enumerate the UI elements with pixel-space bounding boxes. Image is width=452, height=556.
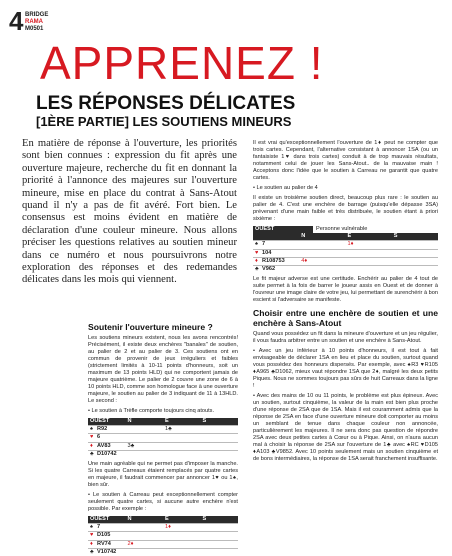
right-column [253, 140, 438, 466]
table-header-cell: E [165, 418, 169, 424]
table-header-cell: S [202, 516, 207, 523]
right-paragraph-5: • Avec un jeu inférieur à 10 points d'honneurs, il est tout à fait envisageable de déclarer 1SA en lieu et place du soutien, surtout quand vous possédez des honneurs dispersés. Par exemple, avec ♠R3 ♥R105 ♦A965 ♣D1062, mieux vaut répondre 1SA que 2♦, malgré les deux petits Piques. Nous ne sommes toujours pas sûrs de huit Carreaux dans la ligne ! [253, 348, 438, 390]
bid-n: 3♣ [127, 442, 135, 449]
table-header [253, 233, 438, 240]
bid-e [163, 443, 201, 450]
table-header-cell: OUEST [255, 226, 275, 232]
bid-e [346, 250, 392, 257]
hand-cards: RV74 [97, 540, 111, 547]
page-title: APPRENEZ ! [40, 37, 324, 89]
diamond-icon: ♦ [90, 540, 93, 547]
bid-n [299, 250, 345, 257]
table-header-cell: OUEST [90, 516, 110, 523]
bid-e: 1♦ [347, 241, 354, 248]
page-number: 4 [9, 6, 24, 36]
left-heading: Soutenir l'ouverture mineure ? [88, 322, 213, 332]
bid-s [392, 266, 438, 273]
bid-s [392, 258, 438, 265]
hand-cards: 6 [97, 434, 101, 441]
hand-cards: 7 [262, 241, 266, 248]
bid-s [201, 434, 239, 441]
bid-n: 4♦ [301, 257, 308, 264]
diamond-icon: ♦ [90, 442, 93, 449]
bid-e [163, 532, 201, 539]
bid-n [126, 549, 164, 556]
heart-icon: ♥ [255, 249, 259, 256]
heart-icon: ♥ [90, 532, 94, 539]
deal-table-3 [253, 226, 438, 273]
club-icon: ♣ [255, 266, 259, 273]
magazine-logo-line1: BRIDGE [25, 12, 49, 18]
bid-s [201, 541, 239, 548]
bid-n: 2♦ [127, 540, 134, 547]
deal-table-1 [88, 418, 238, 458]
spade-icon: ♠ [255, 241, 258, 248]
table-row [253, 265, 438, 273]
bid-s [392, 241, 438, 248]
table-header-cell: N [301, 233, 306, 240]
right-paragraph-6: • Avec des mains de 10 ou 11 points, le problème est plus épineux. Avec un soutien, surtout cinquième, la valeur de la main est bien plus proche d'une réponse de 2SA que de 1SA. Mais il est couramment admis que la réponse de 2SA en face d'une ouverture mineure doit comporter au moins un semblant de tenue dans chaque couleur non annoncée, particulièrement les majeures. Il ne sera donc pas question de répondre 2SA avec deux petites cartes à Cœur ou à Pique. Ainsi, on n'aura aucun mal à choisir la réponse de 2SA sur l'ouverture de 1♣ avec ♠RC ♥D105 ♦A103 ♣V9852. Avec 10 points seulement mais un soutien cinquième et de bons intermédiaires, la réponse de 1SA serait franchement insuffisante. [253, 393, 438, 463]
magazine-logo [25, 12, 48, 33]
bid-e: 1♣ [165, 426, 172, 433]
spade-icon: ♠ [90, 426, 93, 433]
table-row [88, 433, 238, 441]
bid-n [299, 266, 345, 273]
left-paragraph-2: Une main agréable qui ne permet pas d'imposer la manche. Si les quatre Carreaux étaient remplacés par quatre cartes en majeure, il faudrait commencer par annoncer 1♥ ou 1♠, bien sûr. [88, 461, 238, 489]
article-title: LES RÉPONSES DÉLICATES [36, 93, 296, 114]
table-header [253, 226, 313, 233]
bid-s [201, 426, 239, 433]
right-paragraph-4: Quand vous possédez un fit dans la mineure d'ouverture et un jeu régulier, il vous faudra arbitrer entre un soutien et une enchère à Sans-Atout. [253, 331, 438, 345]
table-row [253, 249, 438, 257]
hand-cards: 7 [97, 524, 101, 531]
bid-e [163, 434, 201, 441]
left-paragraph-1: Les soutiens mineurs existent, nous les avons rencontrés! Précisément, il existe deux enchères "banales" de soutien, au palier de 2 et au palier de 3. Ces soutiens ont en commun de provenir de jeux irréguliers et faibles (strictement limités à 10-11 points d'honneurs, soit un maximum de 13 points HLD) qui ne comportent jamais de majeure quatrième. Le palier de 2 couvre une zone de 6 à 10 points HLD, comme son homologue face à une ouverture majeure, le soutien au palier de 3 indiquant de 11 à 13HLD. Le second : [88, 335, 238, 404]
table-header-cell: OUEST [90, 418, 110, 424]
heart-icon: ♥ [90, 434, 94, 441]
table-row [253, 257, 438, 265]
magazine-logo-line2: RAMA [25, 19, 43, 25]
right-paragraph-1: Il est vrai qu'exceptionnellement l'ouverture de 1♦ peut ne compter que trois cartes. Cependant, l'alternative consistant à annoncer 1SA (ou un fantaisiste 1♥ dans trois cartes) conduit à de trop mauvais résultats, notamment celui de jouer les Sans-Atout.. de la mauvaise main ! Acceptons donc l'idée que le soutien à Carreau ne garantit que quatre cartes. [253, 140, 438, 181]
hand-cards: V10742 [97, 548, 117, 555]
table-header-cell: E [165, 516, 169, 523]
hand-cards: V962 [262, 266, 276, 273]
bid-s [201, 524, 239, 531]
spade-icon: ♠ [90, 524, 93, 531]
club-icon: ♣ [90, 450, 94, 457]
table-header-cell: S [393, 233, 398, 240]
hand-cards: AV83 [97, 442, 111, 449]
bid-n [126, 532, 164, 539]
left-bullet-2: • Le soutien à Carreau peut exceptionnellement compter seulement quatre cartes, si aucune autre enchère n'est possible. Par exemple : [88, 492, 238, 513]
hand-cards: 104 [262, 249, 272, 256]
hand-cards: R92 [97, 426, 108, 433]
table-row [88, 540, 238, 548]
bid-s [392, 250, 438, 257]
table-row [88, 450, 238, 458]
bid-s [201, 451, 239, 458]
bid-e [346, 258, 392, 265]
left-column [88, 322, 238, 556]
bid-n [126, 434, 164, 441]
magazine-issue: M0501 [25, 26, 44, 32]
bid-s [201, 443, 239, 450]
table-row [88, 442, 238, 450]
table-row [88, 523, 238, 531]
bid-s [201, 549, 239, 556]
bid-n [299, 241, 345, 248]
right-paragraph-3: Le fit majeur adverse est une certitude. Enchérir au palier de 4 tout de suite permet à la fois de barrer le joueur assis en Ouest et de donner à l'ouvreur une image claire de votre jeu, lui permettant de surenchérir à bon escient si l'adversaire se manifeste. [253, 276, 438, 304]
bid-n [126, 426, 164, 433]
table-row [88, 531, 238, 539]
article-subtitle: [1ÈRE PARTIE] LES SOUTIENS MINEURS [36, 114, 292, 129]
table-header [88, 418, 238, 425]
hand-cards: D105 [97, 532, 111, 539]
club-icon: ♣ [90, 548, 94, 555]
table-row [88, 548, 238, 556]
table-header [88, 516, 238, 523]
diamond-icon: ♦ [255, 257, 258, 264]
table-header-cell: S [202, 418, 207, 424]
bid-e: 1♦ [165, 524, 171, 531]
left-bullet-1: • Le soutien à Trèfle comporte toujours cinq atouts. [88, 408, 215, 414]
hand-cards: D10742 [97, 450, 117, 457]
vulnerability-note: Personne vulnérable [316, 226, 368, 232]
right-bullet-1: • Le soutien au palier de 4 [253, 185, 318, 191]
bid-e [346, 266, 392, 273]
bid-n [126, 524, 164, 531]
bid-e [163, 549, 201, 556]
deal-table-2 [88, 516, 238, 556]
bid-s [201, 532, 239, 539]
bid-e [163, 451, 201, 458]
hand-cards: R108753 [262, 257, 285, 264]
table-row [253, 240, 438, 248]
table-header-cell: N [127, 516, 132, 523]
table-row [88, 425, 238, 433]
right-heading: Choisir entre une enchère de soutien et une enchère à Sans-Atout [253, 308, 438, 329]
table-header-row [253, 226, 438, 233]
bid-n [126, 451, 164, 458]
right-paragraph-2: Il existe un troisième soutien direct, beaucoup plus rare : le soutien au palier de 4. C'est une enchère de barrage (puisqu'elle dépasse 3SA) prévenant d'une main faible et très distribuée, le soutien étant à priori sixième : [253, 195, 438, 222]
table-header-cell: E [347, 233, 352, 240]
intro-paragraph: En matière de réponse à l'ouverture, les priorités sont bien connues : expression du fit après une ouverture majeure, recherche du fit en donnant la priorité à l'annonce des majeures sur l'ouverture mineure, mise en place du contrat à Sans-Atout quand il n'y a pas de fit avéré. Fort bien. Le consensus est moins évident en matière de déclaration d'une couleur mineure. Nous allons préciser les questions relatives au soutien mineur dans ce numéro et nous poursuivrons notre exploration des réponses et des redemandes délicates dans les mois qui viennent. [22, 138, 237, 286]
bid-e [163, 541, 201, 548]
table-header-cell: N [127, 418, 132, 424]
